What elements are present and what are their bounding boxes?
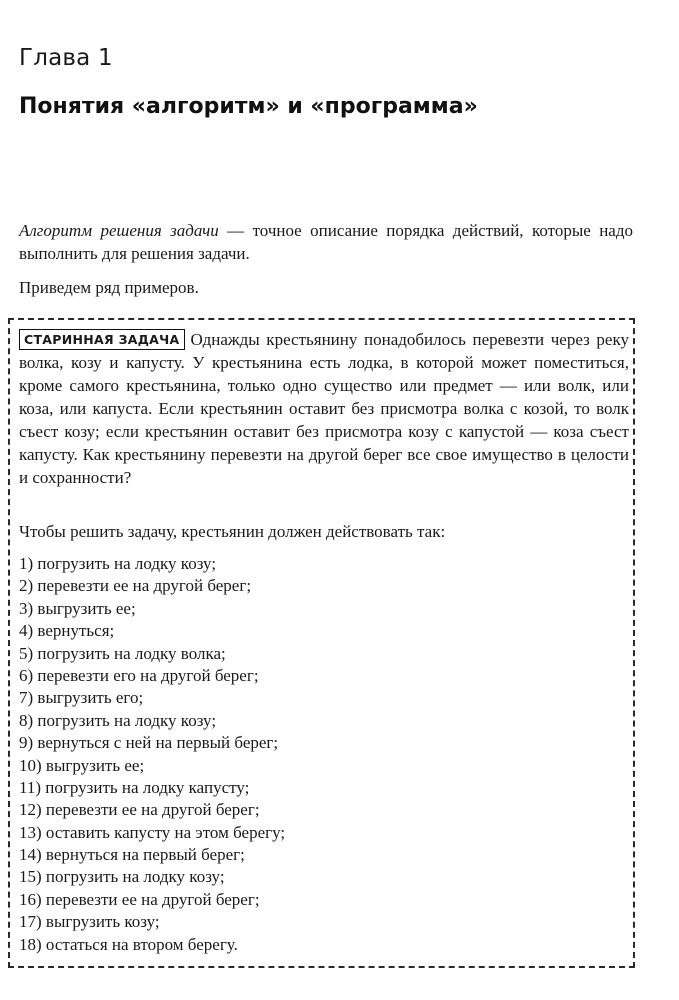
- examples-intro: Приведем ряд примеров.: [19, 278, 199, 297]
- list-item: 1) погрузить на лодку козу;: [19, 554, 217, 573]
- task-paragraph: [19, 328, 629, 489]
- solution-steps-list: [19, 553, 285, 956]
- list-item: 3) выгрузить ее;: [19, 598, 136, 618]
- list-item: 4) вернуться;: [19, 621, 115, 641]
- definition-text: — точное описание порядка действий, которые надо выполнить для решения задачи.: [19, 221, 633, 263]
- definition-paragraph: [19, 219, 633, 265]
- list-item: 11) погрузить на лодку капусту;: [19, 777, 250, 797]
- list-item: 10) выгрузить ее;: [19, 755, 145, 775]
- list-item: 8) погрузить на лодку козу;: [19, 710, 217, 730]
- list-item: 17) выгрузить козу;: [19, 912, 160, 932]
- list-item: 13) оставить капусту на этом берегу;: [19, 822, 286, 842]
- list-item: 5) погрузить на лодку волка;: [19, 643, 226, 663]
- list-item: 2) перевезти ее на другой берег;: [19, 576, 252, 596]
- list-item: 15) погрузить на лодку козу;: [19, 867, 225, 887]
- list-item: 12) перевезти ее на другой берег;: [19, 800, 260, 820]
- list-item: 7) выгрузить его;: [19, 688, 144, 708]
- list-item: 6) перевезти его на другой берег;: [19, 665, 259, 685]
- task-text: Однажды крестьянину понадобилось перевезти через реку волка, козу и капусту. У крестьянина есть лодка, в которой может поместиться, кроме самого крестьянина, только одно существо или предмет — или волк, или коза, или капуста. Если крестьянин оставит без присмотра волка с козой, то волк съест козу; если крестьянин оставит без присмотра козу с капустой — коза съест капусту. Как крестьянину перевезти на другой берег все свое имущество в целости и сохранности?: [19, 330, 629, 487]
- chapter-heading: Глава 1: [19, 45, 113, 71]
- solution-intro: Чтобы решить задачу, крестьянин должен действовать так:: [19, 522, 446, 541]
- list-item: 14) вернуться на первый берег;: [19, 845, 245, 865]
- list-item: 9) вернуться с ней на первый берег;: [19, 733, 279, 753]
- list-item: 18) остаться на втором берегу.: [19, 934, 238, 954]
- list-item: 16) перевезти ее на другой берег;: [19, 889, 260, 909]
- defined-term: Алгоритм решения задачи: [19, 221, 219, 240]
- section-title: Понятия «алгоритм» и «программа»: [19, 94, 478, 119]
- task-label-badge: СТАРИННАЯ ЗАДАЧА: [19, 329, 185, 350]
